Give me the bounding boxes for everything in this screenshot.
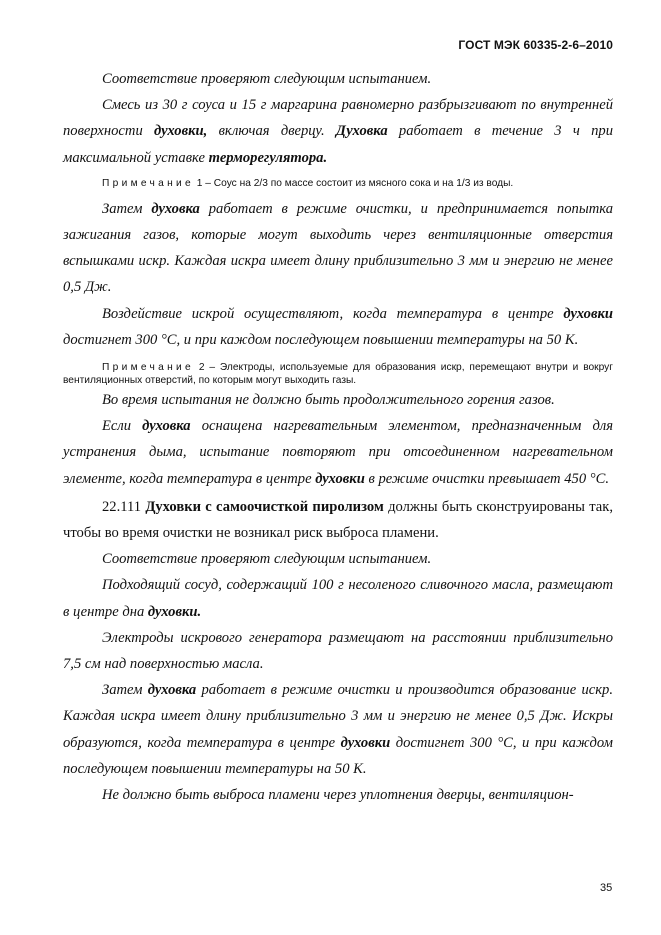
paragraph: Подходящий сосуд, содержащий 100 г несоленого сливочного масла, размещают в центре дна духовки. bbox=[63, 577, 613, 620]
clause-22-111: 22.111 Духовки с самоочисткой пиролизом должны быть сконструированы так, чтобы во время очистки не возникал риск выброса пламени. bbox=[63, 498, 613, 542]
note-label: Примечание bbox=[102, 177, 194, 189]
defined-term: Духовка bbox=[335, 123, 388, 140]
defined-term: духовки, bbox=[154, 123, 208, 140]
document-body bbox=[63, 66, 613, 808]
note-label: Примечание bbox=[102, 362, 194, 374]
defined-term: духовки. bbox=[147, 603, 202, 620]
clause-title: Духовки с самоочисткой пиролизом bbox=[145, 498, 384, 515]
note: Примечание 2 – Электроды, используемые для образования искр, перемещают внутри и вокруг вентиляционных отверстий, по которым могут выходить газы. bbox=[63, 362, 613, 387]
paragraph: Во время испытания не должно быть продолжительного горения газов. bbox=[102, 392, 555, 409]
paragraph: Если духовка оснащена нагревательным элементом, предназначенным для устранения дыма, испытание повторяют при отсоединенном нагревательном элементе, когда температура в центре духовки в режиме очистки превышает 450 °С. bbox=[63, 418, 613, 487]
note: Примечание 1 – Соус на 2/3 по массе состоит из мясного сока и на 1/3 из воды. bbox=[102, 177, 514, 189]
paragraph: Воздействие искрой осуществляют, когда температура в центре духовки достигнет 300 °С, и при каждом последующем повышении температуры на 50 К. bbox=[63, 305, 613, 348]
document-header: ГОСТ МЭК 60335-2-6–2010 bbox=[458, 38, 613, 52]
paragraph: Электроды искрового генератора размещают на расстоянии приблизительно 7,5 см над поверхностью масла. bbox=[63, 629, 613, 673]
page-number: 35 bbox=[600, 882, 613, 894]
defined-term: духовки bbox=[315, 470, 365, 487]
paragraph: Затем духовка работает в режиме очистки, и предпринимается попытка зажигания газов, которые могут выходить через вентиляционные отверстия вспышками искр. Каждая искра имеет длину приблизительно 3 мм и энергию не менее 0,5 Дж. bbox=[63, 200, 614, 296]
paragraph: Соответствие проверяют следующим испытанием. bbox=[102, 71, 432, 87]
defined-term: духовки bbox=[563, 305, 613, 322]
defined-term: духовки bbox=[340, 734, 391, 751]
paragraph: Смесь из 30 г соуса и 15 г маргарина равномерно разбрызгивают по внутренней поверхности духовки, включая дверцу. Духовка работает в течение 3 ч при максимальной уставке терморегулятора. bbox=[63, 97, 613, 166]
defined-term: духовка bbox=[142, 418, 191, 435]
defined-term: духовка bbox=[147, 682, 197, 699]
paragraph: Затем духовка работает в режиме очистки и производится образование искр. Каждая искра имеет длину приблизительно 3 мм и энергию не менее 0,5 Дж. Искры образуются, когда температура в центре духовки достигнет 300 °С, и при каждом последующем повышении температуры на 50 К. bbox=[63, 682, 614, 777]
paragraph: Соответствие проверяют следующим испытанием. bbox=[102, 551, 432, 568]
paragraph: Не должно быть выброса пламени через уплотнения дверцы, вентиляцион- bbox=[102, 787, 574, 804]
clause-number: 22.111 bbox=[102, 498, 142, 515]
defined-term: терморегулятора. bbox=[208, 149, 328, 166]
defined-term: духовка bbox=[151, 200, 200, 217]
